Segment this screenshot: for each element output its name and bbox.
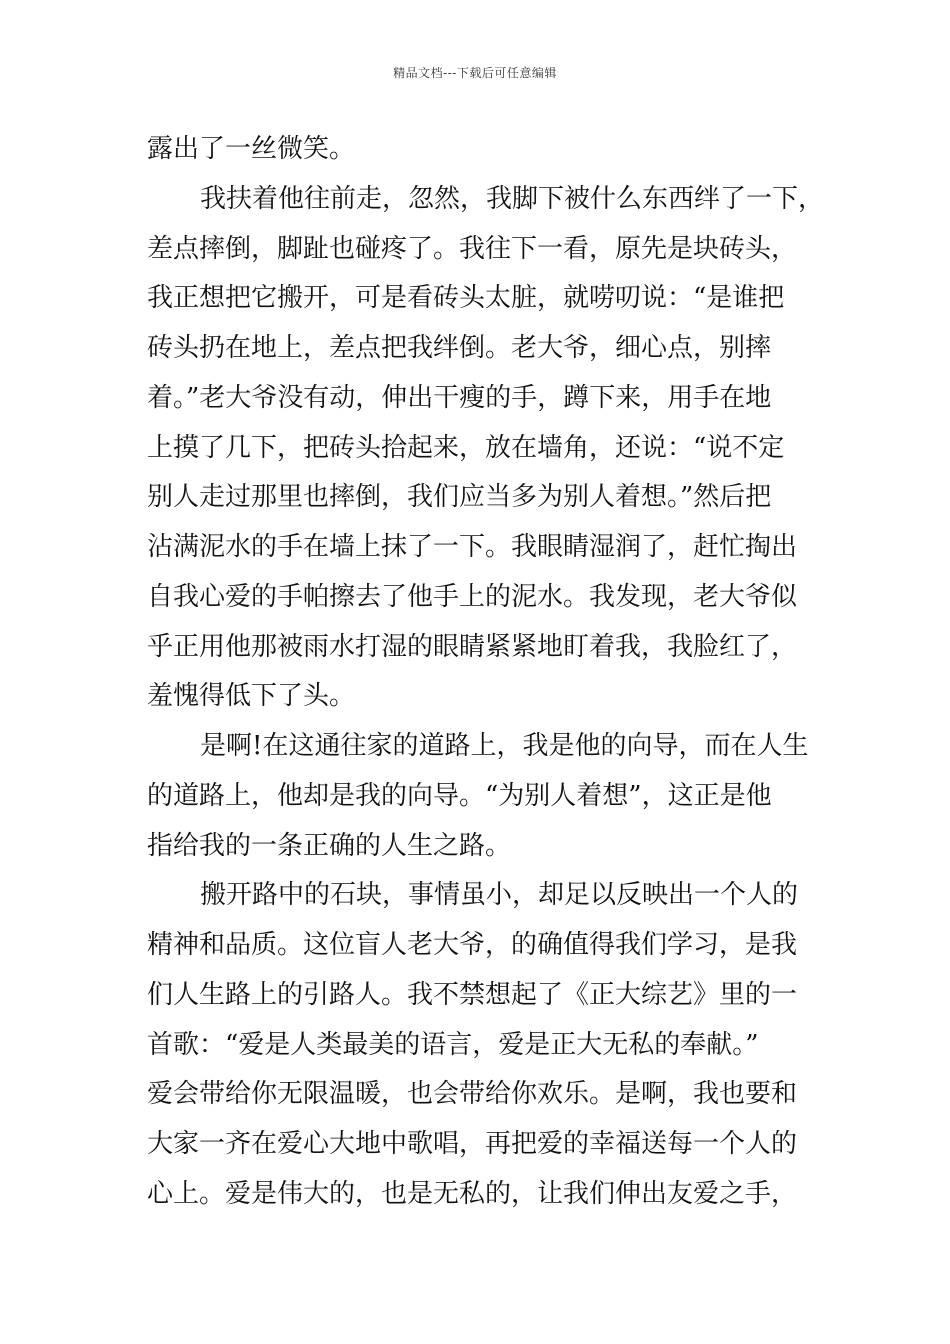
body-text	[147, 125, 825, 1220]
text-line: 我扶着他往前走，忽然，我脚下被什么东西绊了一下，	[200, 183, 825, 214]
text-line: 砖头扔在地上，差点把我绊倒。老大爷，细心点，别摔	[147, 333, 772, 363]
text-line: 乎正用他那被雨水打湿的眼睛紧紧地盯着我，我脸红了，	[147, 631, 798, 662]
text-line: 指给我的一条正确的人生之路。	[147, 830, 512, 861]
text-line: 上摸了几下，把砖头拾起来，放在墙角，还说：“说不定	[147, 432, 785, 463]
text-line: 着。”老大爷没有动，伸出干瘦的手，蹲下来，用手在地	[147, 382, 772, 413]
text-line: 沾满泥水的手在墙上抹了一下。我眼睛湿润了，赶忙掏出	[147, 532, 798, 562]
text-line: 们人生路上的引路人。我不禁想起了《正大综艺》里的一	[147, 979, 798, 1010]
text-line: 别人走过那里也摔倒，我们应当多为别人着想。”然后把	[147, 482, 772, 513]
text-line: 自我心爱的手帕擦去了他手上的泥水。我发现，老大爷似	[147, 581, 798, 612]
text-line: 搬开路中的石块，事情虽小，却足以反映出一个人的	[200, 880, 799, 911]
text-line: 露出了一丝微笑。	[147, 134, 356, 164]
page-header: 精品文档---下载后可任意编辑	[393, 66, 557, 80]
text-line: 是啊!在这通往家的道路上，我是他的向导，而在人生	[200, 731, 809, 761]
text-line: 大家一齐在爱心大地中歌唱，再把爱的幸福送每一个人的	[147, 1129, 798, 1159]
text-line: 心上。爱是伟大的，也是无私的，让我们伸出友爱之手，	[147, 1178, 798, 1209]
text-line: 差点摔倒，脚趾也碰疼了。我往下一看，原先是块砖头，	[147, 233, 798, 264]
text-line: 精神和品质。这位盲人老大爷，的确值得我们学习，是我	[147, 930, 798, 960]
text-line: 的道路上，他却是我的向导。“为别人着想”，这正是他	[147, 780, 772, 811]
text-line: 我正想把它搬开，可是看砖头太脏，就唠叨说：“是谁把	[147, 283, 785, 314]
text-line: 首歌：“爱是人类最美的语言，爱是正大无私的奉献。”	[147, 1029, 759, 1060]
text-line: 爱会带给你无限温暖，也会带给你欢乐。是啊，我也要和	[147, 1079, 798, 1110]
text-line: 羞愧得低下了头。	[147, 681, 356, 712]
